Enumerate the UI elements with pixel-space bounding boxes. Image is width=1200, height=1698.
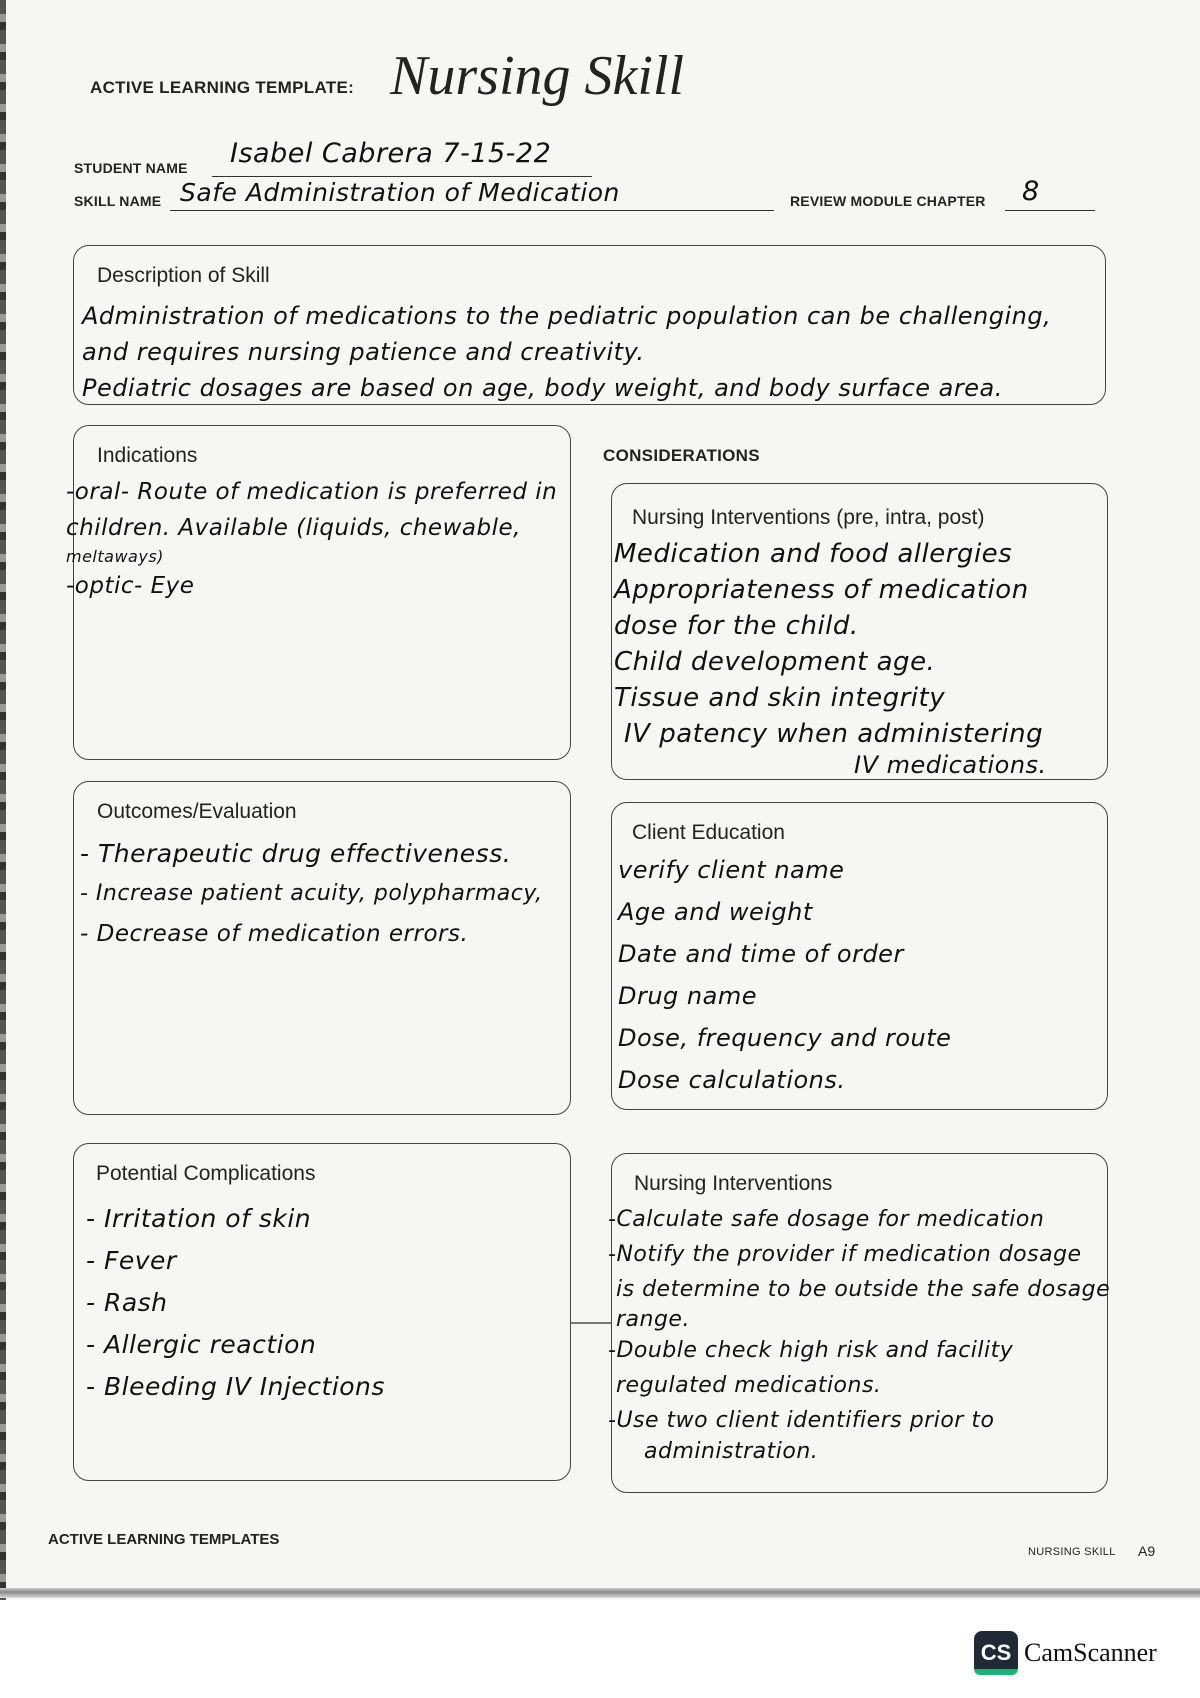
ni-line: -Double check high risk and facility (608, 1338, 1014, 1363)
complications-line: - Bleeding IV Injections (86, 1372, 385, 1401)
indications-line: meltaways) (66, 547, 164, 566)
camscanner-logo-icon: CS (974, 1631, 1018, 1675)
client-education-lines (618, 849, 951, 1101)
nursing-interventions-pip-box (611, 483, 1108, 780)
client-education-title: Client Education (632, 821, 785, 844)
considerations-label: CONSIDERATIONS (603, 446, 760, 465)
footer-left-label: ACTIVE LEARNING TEMPLATES (48, 1531, 280, 1548)
outcomes-title: Outcomes/Evaluation (97, 800, 297, 823)
indications-lines (66, 474, 557, 604)
nip-line: Tissue and skin integrity (614, 683, 946, 713)
client-education-line: verify client name (618, 856, 845, 884)
description-line: and requires nursing patience and creativity. (82, 338, 645, 366)
nursing-interventions-pip-title: Nursing Interventions (pre, intra, post) (632, 506, 985, 529)
description-line: Administration of medications to the pediatric population can be challenging, (82, 302, 1052, 330)
description-title: Description of Skill (97, 264, 270, 287)
template-title: Nursing Skill (390, 45, 685, 107)
client-education-box (611, 802, 1108, 1110)
binding-edge (0, 0, 6, 1600)
nip-line: Medication and food allergies (614, 539, 1013, 569)
client-education-line: Dose calculations. (618, 1066, 846, 1094)
client-education-line: Drug name (618, 982, 757, 1010)
complications-line: - Rash (86, 1288, 168, 1317)
ni-line: -Notify the provider if medication dosage (608, 1242, 1082, 1267)
nip-line: Appropriateness of medication (614, 575, 1029, 605)
description-lines (82, 298, 1051, 406)
complications-title: Potential Complications (96, 1162, 316, 1185)
client-education-line: Age and weight (618, 898, 813, 926)
page-number: A9 (1138, 1543, 1156, 1559)
page-edge (0, 1588, 1200, 1598)
complications-box (73, 1143, 571, 1481)
ni-line: administration. (644, 1439, 819, 1464)
nip-line: Child development age. (614, 647, 936, 677)
student-name-line (212, 176, 592, 177)
complications-lines (86, 1198, 385, 1408)
description-line: Pediatric dosages are based on age, body weight, and body surface area. (82, 374, 1003, 402)
client-education-line: Date and time of order (618, 940, 904, 968)
indications-title: Indications (97, 444, 198, 467)
review-chapter-label: REVIEW MODULE CHAPTER (790, 193, 986, 209)
ni-line: -Calculate safe dosage for medication (608, 1207, 1045, 1232)
skill-name-label: SKILL NAME (74, 193, 162, 209)
footer-right-label: NURSING SKILL (1028, 1546, 1116, 1558)
complications-line: - Fever (86, 1246, 177, 1275)
review-chapter-line (1005, 210, 1095, 211)
outcomes-box (73, 781, 571, 1115)
nursing-interventions-pip-lines (614, 536, 1047, 778)
indications-line: -oral- Route of medication is preferred in (66, 479, 558, 505)
nursing-interventions-title: Nursing Interventions (634, 1172, 833, 1195)
complications-line: - Irritation of skin (86, 1204, 312, 1233)
indications-line: children. Available (liquids, chewable, (66, 515, 521, 541)
ni-line: regulated medications. (616, 1373, 882, 1398)
ni-line: range. (616, 1307, 690, 1332)
nip-line: IV medications. (854, 751, 1047, 779)
outcomes-lines (80, 834, 543, 954)
template-label: ACTIVE LEARNING TEMPLATE: (90, 78, 355, 97)
camscanner-name: CamScanner (1024, 1638, 1157, 1667)
nursing-interventions-lines (608, 1202, 1110, 1466)
skill-name-value: Safe Administration of Medication (180, 178, 620, 207)
student-name-label: STUDENT NAME (74, 160, 188, 176)
outcomes-line: - Decrease of medication errors. (80, 921, 469, 947)
skill-name-line (170, 210, 774, 211)
indications-line: -optic- Eye (66, 573, 195, 599)
client-education-line: Dose, frequency and route (618, 1024, 952, 1052)
box-connector (571, 1322, 611, 1324)
description-box (73, 245, 1106, 405)
outcomes-line: - Increase patient acuity, polypharmacy, (80, 881, 543, 906)
review-chapter-value: 8 (1022, 176, 1040, 207)
complications-line: - Allergic reaction (86, 1330, 317, 1359)
nip-line: dose for the child. (614, 611, 859, 641)
nursing-interventions-box (608, 1153, 1111, 1493)
ni-line: -Use two client identifiers prior to (608, 1408, 995, 1433)
outcomes-line: - Therapeutic drug effectiveness. (80, 839, 512, 868)
indications-box (66, 425, 571, 760)
ni-line: is determine to be outside the safe dosage (616, 1277, 1111, 1302)
student-name-value: Isabel Cabrera 7-15-22 (230, 138, 552, 169)
camscanner-accent (974, 1669, 1018, 1675)
nip-line: IV patency when administering (624, 719, 1044, 749)
